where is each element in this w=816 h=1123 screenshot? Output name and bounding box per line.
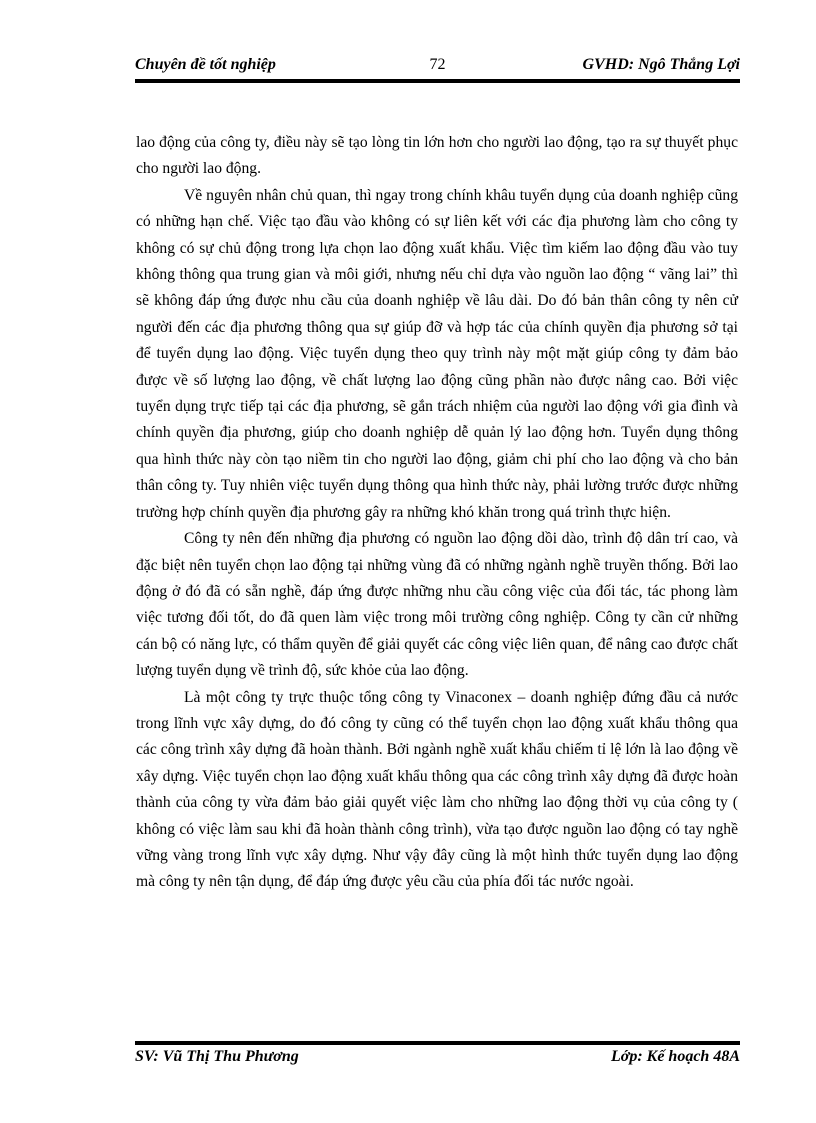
page-header (135, 56, 740, 78)
header-advisor: GVHD: Ngô Thắng Lợi (582, 56, 740, 73)
header-divider (135, 79, 740, 83)
paragraph-continuation: lao động của công ty, điều này sẽ tạo lòng tin lớn hơn cho người lao động, tạo ra sự thuyết phục cho người lao động. (136, 134, 738, 178)
page-footer (135, 1048, 740, 1070)
footer-class: Lớp: Kế hoạch 48A (610, 1048, 740, 1065)
paragraph: Công ty nên đến những địa phương có nguồn lao động dồi dào, trình độ dân trí cao, và đặc biệt nên tuyển chọn lao động tại những vùng đã có những ngành nghề truyền thống. Bởi lao động ở đó đã có sẵn nghề, đáp ứng được những nhu cầu công việc của đối tác, tác phong làm việc tương đối tốt, do đã quen làm việc trong môi trường công nghiệp. Công ty cần cử những cán bộ có năng lực, có thẩm quyền để giải quyết các công việc liên quan, để nâng cao được chất lượng tuyển dụng về trình độ, sức khỏe của lao động. (136, 530, 738, 680)
paragraph: Về nguyên nhân chủ quan, thì ngay trong chính khâu tuyển dụng của doanh nghiệp cũng có những hạn chế. Việc tạo đầu vào không có sự liên kết với các địa phương làm cho công ty không có sự chủ động trong lựa chọn lao động xuất khẩu. Việc tìm kiếm lao động đầu vào tuy không thông qua trung gian và môi giới, nhưng nếu chỉ dựa vào nguồn lao động “ vãng lai” thì sẽ không đáp ứng được nhu cầu của doanh nghiệp về lâu dài. Do đó bản thân công ty nên cử người đến các địa phương thông qua sự giúp đỡ và hợp tác của chính quyền địa phương sở tại để tuyển dụng lao động. Việc tuyển dụng theo quy trình này một mặt giúp công ty đảm bảo được về số lượng lao động, về chất lượng lao động cũng phần nào được nâng cao. Bởi việc tuyển dụng trực tiếp tại các địa phương, sẽ gắn trách nhiệm của người lao động với gia đình và chính quyền địa phương, giúp cho doanh nghiệp dễ quản lý lao động hơn. Tuyển dụng thông qua hình thức này còn tạo niềm tin cho người lao động, giảm chi phí cho lao động và cho bản thân công ty. Tuy nhiên việc tuyển dụng thông qua hình thức này, phải lường trước được những trường hợp chính quyền địa phương gây ra những khó khăn trong quá trình thực hiện. (136, 186, 738, 521)
paragraph: Là một công ty trực thuộc tổng công ty Vinaconex – doanh nghiệp đứng đầu cả nước trong lĩnh vực xây dựng, do đó công ty cũng có thể tuyển chọn lao động xuất khẩu thông qua các công trình xây dựng đã hoàn thành. Bởi ngành nghề xuất khẩu chiếm tỉ lệ lớn là lao động về xây dựng. Việc tuyển chọn lao động xuất khẩu thông qua các công trình xây dựng đã được hoàn thành của công ty vừa đảm bảo giải quyết việc làm cho những lao động thời vụ của công ty ( không có việc làm sau khi đã hoàn thành công trình), vừa tạo được nguồn lao động có tay nghề vững vàng trong lĩnh vực xây dựng. Như vậy đây cũng là một hình thức tuyển dụng lao động mà công ty nên tận dụng, để đáp ứng được yêu cầu của phía đối tác nước ngoài. (136, 688, 738, 891)
footer-divider (135, 1041, 740, 1045)
header-title: Chuyên đề tốt nghiệp (135, 56, 276, 73)
footer-student: SV: Vũ Thị Thu Phương (135, 1048, 299, 1065)
body-text (136, 130, 738, 896)
page-number: 72 (429, 56, 446, 73)
